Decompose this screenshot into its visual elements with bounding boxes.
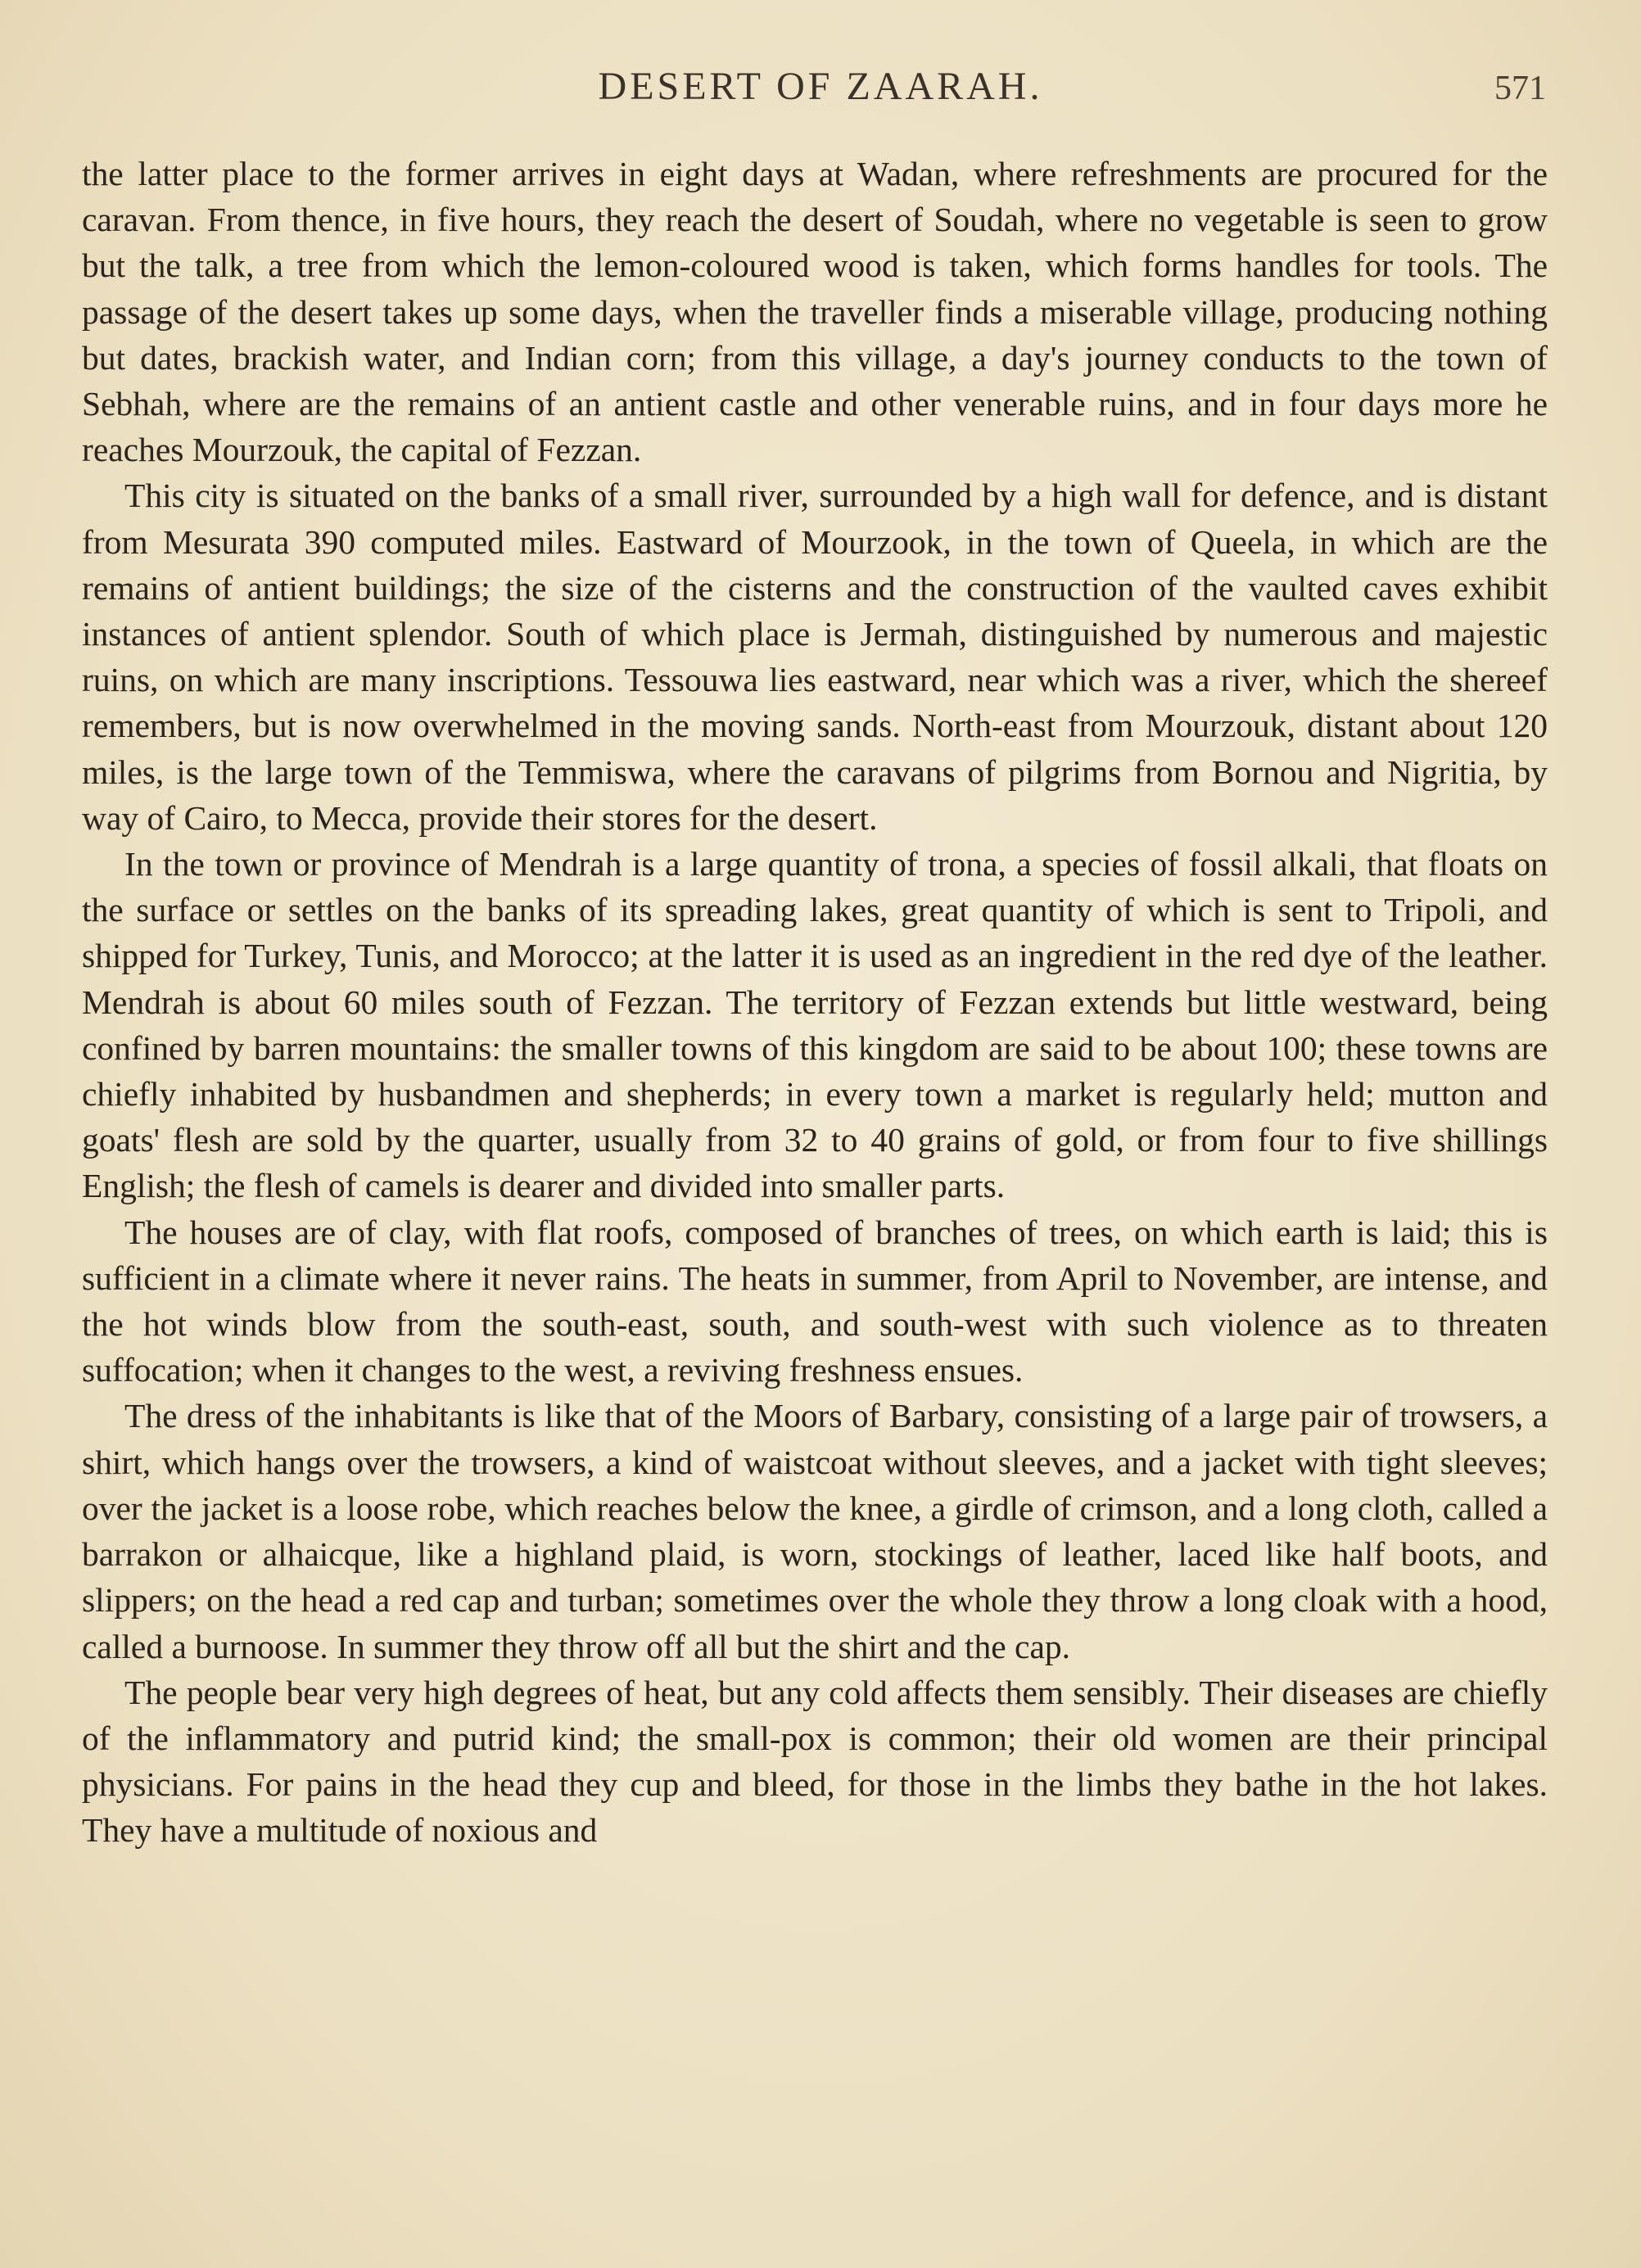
paragraph-4: The houses are of clay, with flat roofs, composed of branches of trees, on which earth is laid; this is sufficient in a climate where it never rains. The heats in summer, from April to November, are intense, and the hot winds blow from the south-east, south, and south-west with such violence as to threaten suffocation; when it changes to the west, a reviving freshness ensues. (82, 1213, 1548, 1389)
paragraph-5: The dress of the inhabitants is like that of the Moors of Barbary, consisting of a large pair of trowsers, a shirt, which hangs over the trowsers, a kind of waistcoat without sleeves, and a jacket with tight sleeves; over the jacket is a loose robe, which reaches below the knee, a girdle of crimson, and a long cloth, called a barrakon or alhaicque, like a highland plaid, is worn, stockings of leather, laced like half boots, and slippers; on the head a red cap and turban; sometimes over the whole they throw a long cloak with a hood, called a burnoose. In summer they throw off all but the shirt and the cap. (82, 1397, 1548, 1665)
paragraph-3: In the town or province of Mendrah is a large quantity of trona, a species of fossil alkali, that floats on the surface or settles on the banks of its spreading lakes, great quantity of which is sent to Tripoli, and shipped for Turkey, Tunis, and Morocco; at the latter it is used as an ingredient in the red dye of the leather. Mendrah is about 60 miles south of Fezzan. The territory of Fezzan extends but little westward, being confined by barren mountains: the smaller towns of this kingdom are said to be about 100; these towns are chiefly inhabited by husbandmen and shepherds; in every town a market is regularly held; mutton and goats' flesh are sold by the quarter, usually from 32 to 40 grains of gold, or from four to five shillings English; the flesh of camels is dearer and divided into smaller parts. (82, 845, 1548, 1205)
running-head: DESERT OF ZAARAH. (598, 65, 1043, 108)
page-header (0, 64, 1641, 129)
paragraph-6: The people bear very high degrees of heat, but any cold affects them sensibly. Their diseases are chiefly of the inflammatory and putrid kind; the small-pox is common; their old women are their principal physicians. For pains in the head they cup and bleed, for those in the limbs they bathe in the hot lakes. They have a multitude of noxious and (82, 1673, 1548, 1850)
paragraph-2: This city is situated on the banks of a small river, surrounded by a high wall for defence, and is distant from Mesurata 390 computed miles. Eastward of Mourzook, in the town of Queela, in which are the remains of antient buildings; the size of the cisterns and the construction of the vaulted caves exhibit instances of antient splendor. South of which place is Jermah, distinguished by numerous and majestic ruins, on which are many inscriptions. Tessouwa lies eastward, near which was a river, which the shereef remembers, but is now overwhelmed in the moving sands. North-east from Mourzouk, distant about 120 miles, is the large town of the Temmiswa, where the caravans of pilgrims from Bornou and Nigritia, by way of Cairo, to Mecca, provide their stores for the desert. (82, 477, 1548, 837)
paragraph-1: the latter place to the former arrives in eight days at Wadan, where refreshments are procured for the caravan. From thence, in five hours, they reach the desert of Soudah, where no vegetable is seen to grow but the talk, a tree from which the lemon-coloured wood is taken, which forms handles for tools. The passage of the desert takes up some days, when the traveller finds a miserable village, producing nothing but dates, brackish water, and Indian corn; from this village, a day's journey conducts to the town of Sebhah, where are the remains of an antient castle and other venerable ruins, and in four days more he reaches Mourzouk, the capital of Fezzan. (82, 155, 1548, 469)
page-number: 571 (1494, 70, 1546, 107)
body-text (82, 151, 1548, 1854)
